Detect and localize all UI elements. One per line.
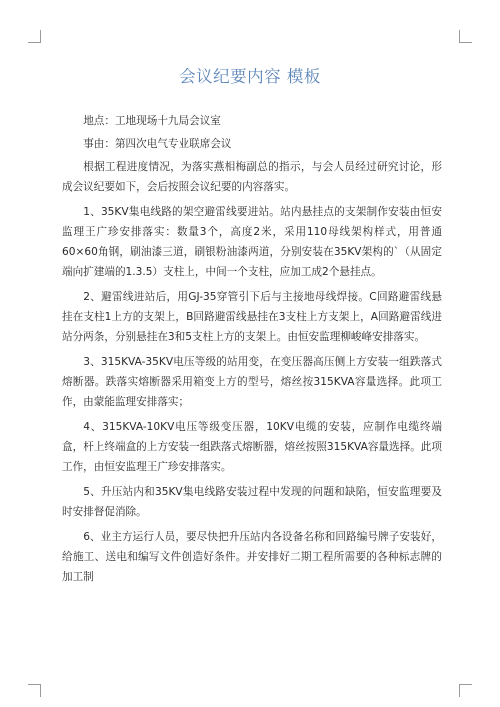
meeting-location: 地点：工地现场十九局会议室 bbox=[83, 115, 221, 127]
paragraph-item-4: 4、315KVA-10KV电压等级变压器，10KV电缆的安装，应制作电缆终端盒，杆上终端盒的上方安装一组跌落式熔断器，熔丝按照315KVA容量选择。此项工作，由恒安监理王广珍安排落实。 bbox=[62, 421, 442, 473]
paragraph-item-1: 1、35KV集电线路的架空避雷线要进站。站内悬挂点的支架制作安装由恒安监理王广珍安排落实：数量3个，高度2米，采用110母线架构样式，用普通60×60角钢，刷油漆三道，刷银粉油漆两道，分别安装在35KV架构的`（从固定端向扩建端的1.3.5）支柱上，中间一个支柱，应加工成2个悬挂点。 bbox=[62, 206, 442, 278]
crop-mark-top-right bbox=[459, 30, 472, 43]
crop-mark-bottom-right bbox=[459, 684, 472, 697]
crop-mark-top-left bbox=[28, 30, 41, 43]
paragraph-intro: 根据工程进度情况，为落实燕相梅副总的指示，与会人员经过研究讨论，形成会议纪要如下，会后按照会议纪要的内容落实。 bbox=[62, 161, 442, 193]
paragraph-item-2: 2、避雷线进站后，用GJ-35穿管引下后与主接地母线焊接。C回路避雷线悬挂在支柱1上方的支架上，B回路避雷线悬挂在3支柱上方支架上，A回路避雷线进站分两条，分别悬挂在3和5支柱上方的支架上。由恒安监理柳峻峰安排落实。 bbox=[62, 291, 442, 343]
meeting-subject: 事由：第四次电气专业联席会议 bbox=[83, 138, 232, 150]
document-body bbox=[62, 111, 442, 592]
paragraph-item-6: 6、业主方运行人员，要尽快把升压站内各设备名称和回路编号牌子安装好，给施工、送电和编写文件创造好条件。并安排好二期工程所需要的各种标志牌的加工制 bbox=[62, 531, 442, 583]
crop-mark-bottom-left bbox=[28, 684, 41, 697]
document-title: 会议纪要内容 模板 bbox=[179, 67, 321, 86]
paragraph-item-5: 5、升压站内和35KV集电线路安装过程中发现的问题和缺陷，恒安监理要及时安排督促消除。 bbox=[62, 486, 442, 518]
paragraph-item-3: 3、315KVA-35KV电压等级的站用变，在变压器高压侧上方安装一组跌落式熔断器。跌落实熔断器采用箱变上方的型号，熔丝按315KVA容量选择。此项工作，由蒙能监理安排落实； bbox=[62, 356, 442, 408]
